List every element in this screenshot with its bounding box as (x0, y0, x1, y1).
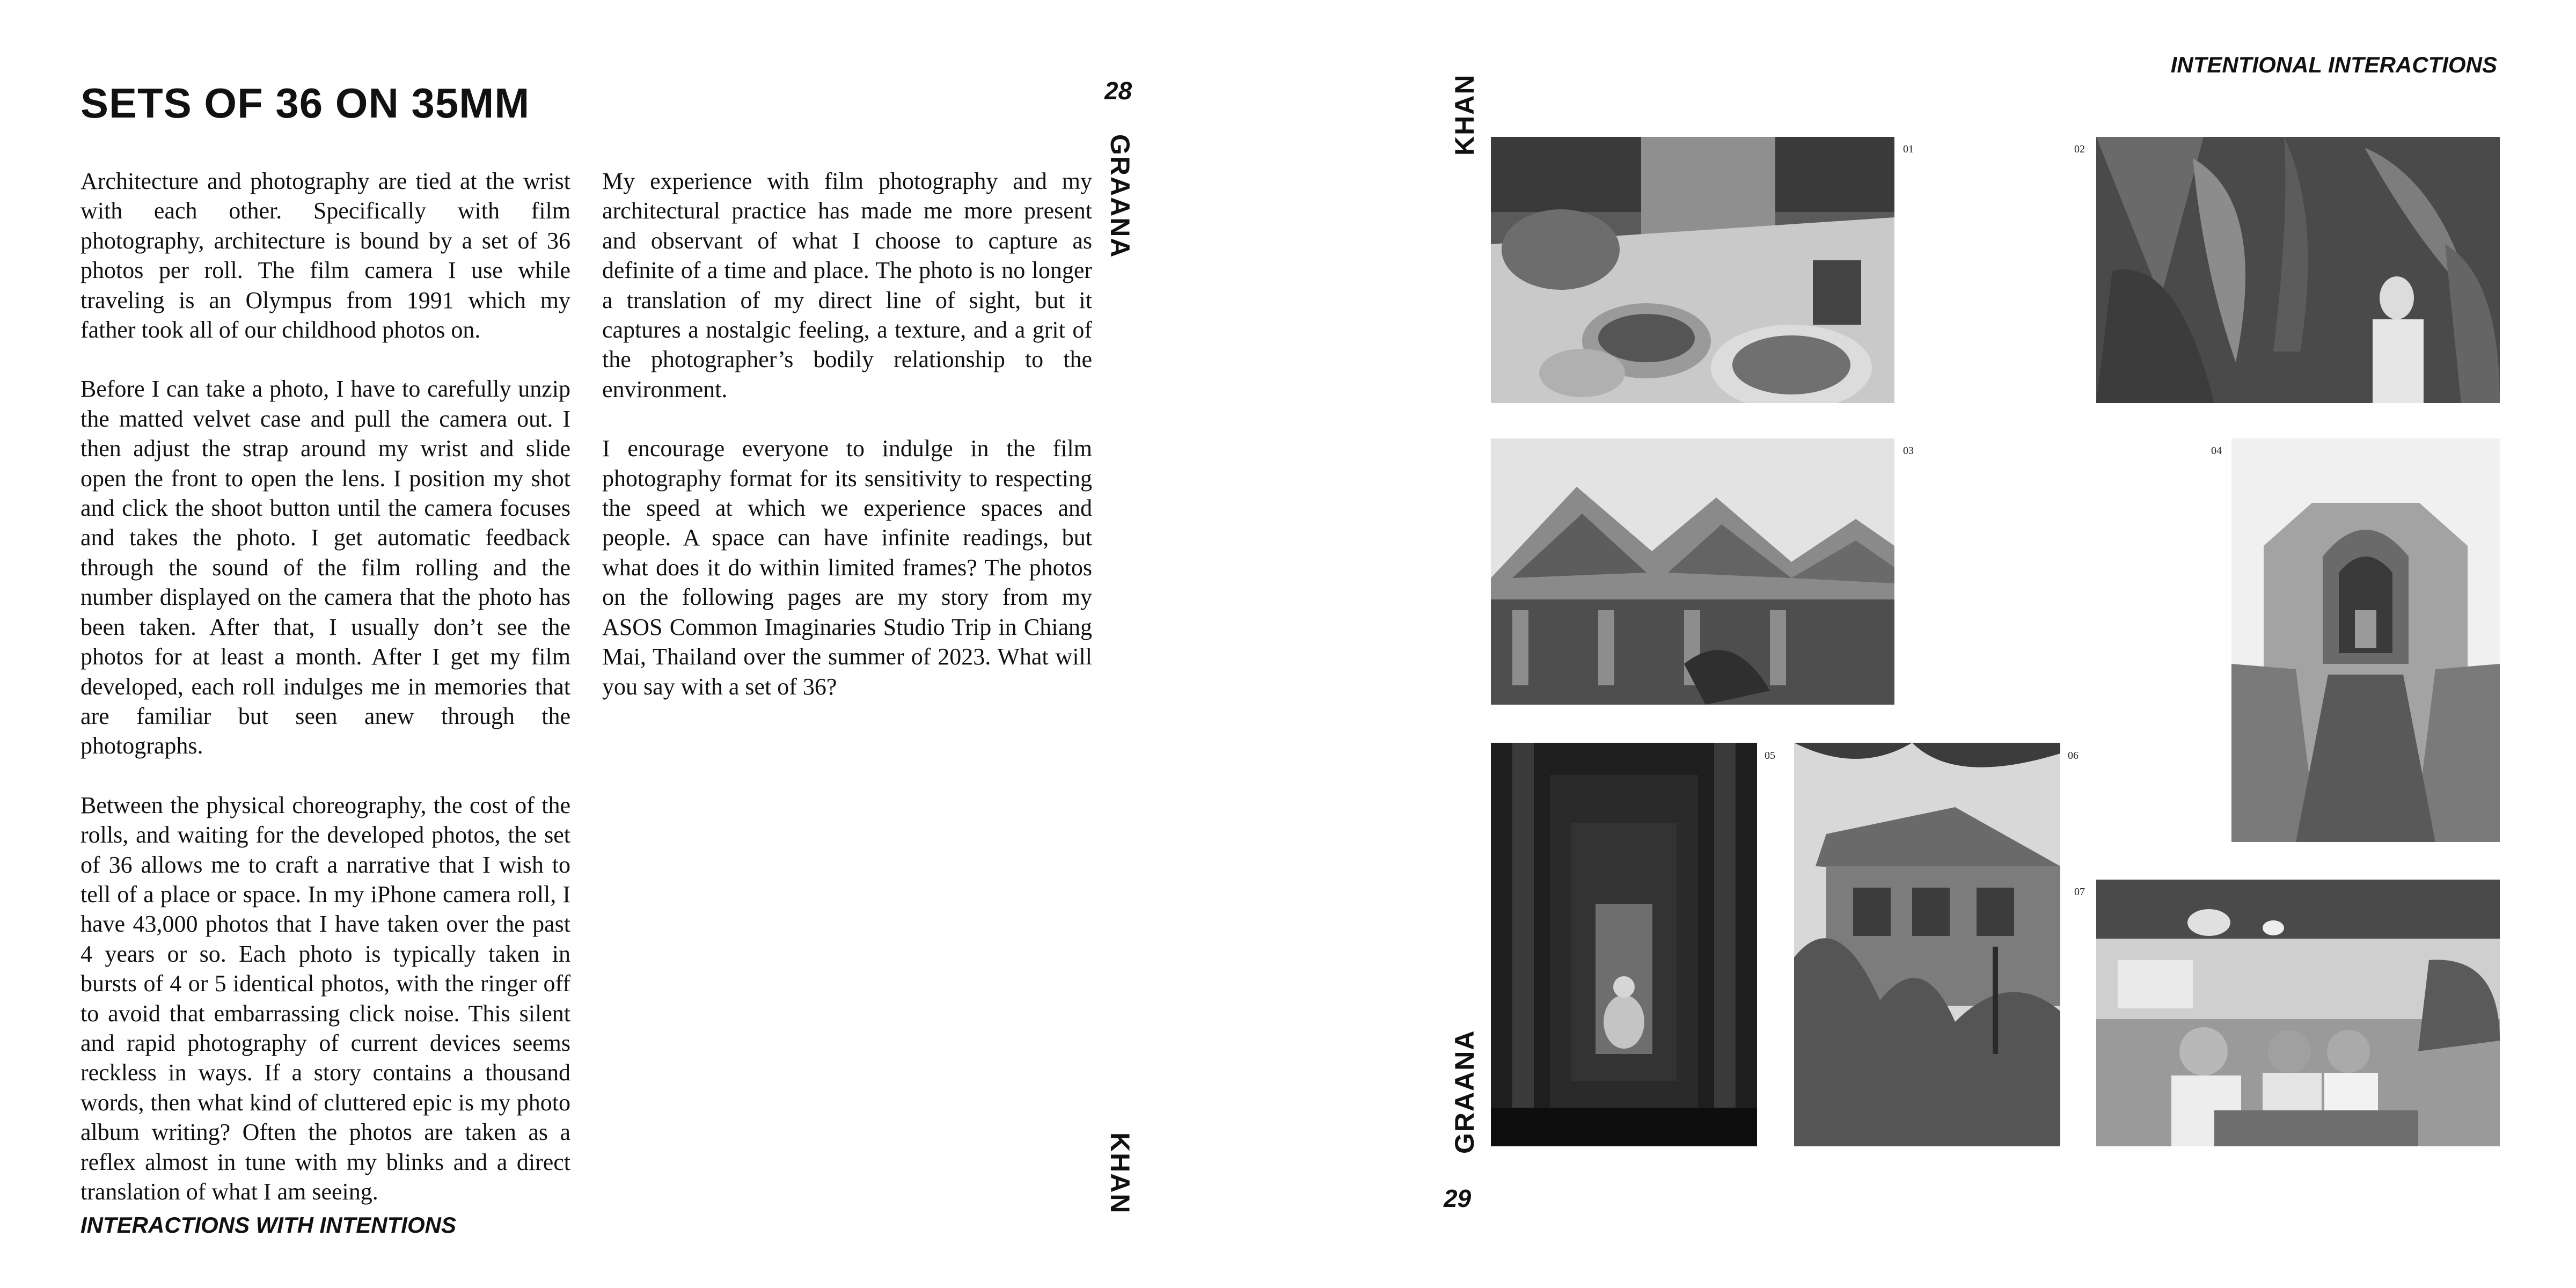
article-title: SETS OF 36 ON 35MM (80, 79, 530, 127)
page-number-left: 28 (1104, 77, 1132, 105)
photo-number: 07 (2074, 886, 2085, 898)
photo-temple-shrine (2231, 438, 2500, 842)
photo-number: 02 (2074, 143, 2085, 155)
photo-market-food (1491, 137, 1894, 403)
photo-number: 05 (1765, 750, 1775, 762)
text-column-1 (80, 166, 570, 1236)
paragraph: I encourage everyone to indulge in the film photography format for its sensitivity to respecting the speed at which we experience spaces and people. A space can have infinite readings, but what does it do within limited frames? The photos on the following pages are my story from my ASOS Common Imaginaries Studio Trip in Chiang Mai, Thailand over the summer of 2023. What will you say with a set of 36? (602, 435, 1092, 700)
photo-temple-interior (1491, 743, 1757, 1146)
author-name-vertical: KHAN (1105, 1132, 1135, 1214)
photo-number: 01 (1903, 143, 1914, 155)
running-footer: INTERACTIONS WITH INTENTIONS (80, 1212, 456, 1238)
paragraph: Before I can take a photo, I have to carefully unzip the matted velvet case and pull the camera out. I then adjust the strap around my wrist and slide open the front to open the lens. I position my shot and click the shoot button until the camera focuses and takes the photo. I get automatic feedback through the sound of the film rolling and the number displayed on the camera that the photo has been taken. After that, I usually don’t see the photos for at least a month. After I get my film developed, each roll indulges me in memories that are familiar but seen anew through the photographs. (80, 376, 570, 759)
photo-number: 06 (2068, 750, 2079, 762)
paragraph: My experience with film photography and my architectural practice has made me more present and observant of what I choose to capture as definite of a time and place. The photo is no longer a translation of my direct line of sight, but it captures a nostalgic feeling, a texture, and a grit of the photographer’s bodily relationship to the environment. (602, 168, 1092, 402)
paragraph: Between the physical choreography, the cost of the rolls, and waiting for the developed photos, the set of 36 allows me to craft a narrative that I wish to tell of a place or space. In my iPhone camera roll, I have 43,000 photos that I have taken over the past 4 years or so. Each photo is typically taken in bursts of 4 or 5 identical photos, with the ringer off to avoid that embarrassing click noise. This silent and rapid photography of current devices seems reckless in ways. If a story contains a thousand words, then what kind of cluttered epic is my photo album writing? Often the photos are taken as a reflex almost in tune with my blinks and a direct translation of what I am seeing. (80, 792, 570, 1205)
photo-number: 04 (2211, 445, 2222, 457)
text-column-2 (602, 166, 1092, 731)
photo-wooden-house (1794, 743, 2060, 1146)
running-header: INTENTIONAL INTERACTIONS (2170, 52, 2497, 77)
page-number-right: 29 (1444, 1184, 1472, 1212)
paragraph: Architecture and photography are tied at the wrist with each other. Specifically with film photography, architecture is bound by a set of 36 photos per roll. The film camera I use while traveling is an Olympus from 1991 which my father took all of our childhood photos on. (80, 168, 570, 343)
author-name-vertical: GRAANA (1450, 1029, 1480, 1154)
photo-group-table (2096, 880, 2500, 1146)
author-name-vertical: GRAANA (1105, 134, 1135, 259)
author-name-vertical: KHAN (1450, 74, 1480, 156)
photo-thai-temple (1491, 438, 1894, 705)
photo-garden-portrait (2096, 137, 2500, 403)
photo-number: 03 (1903, 445, 1914, 457)
